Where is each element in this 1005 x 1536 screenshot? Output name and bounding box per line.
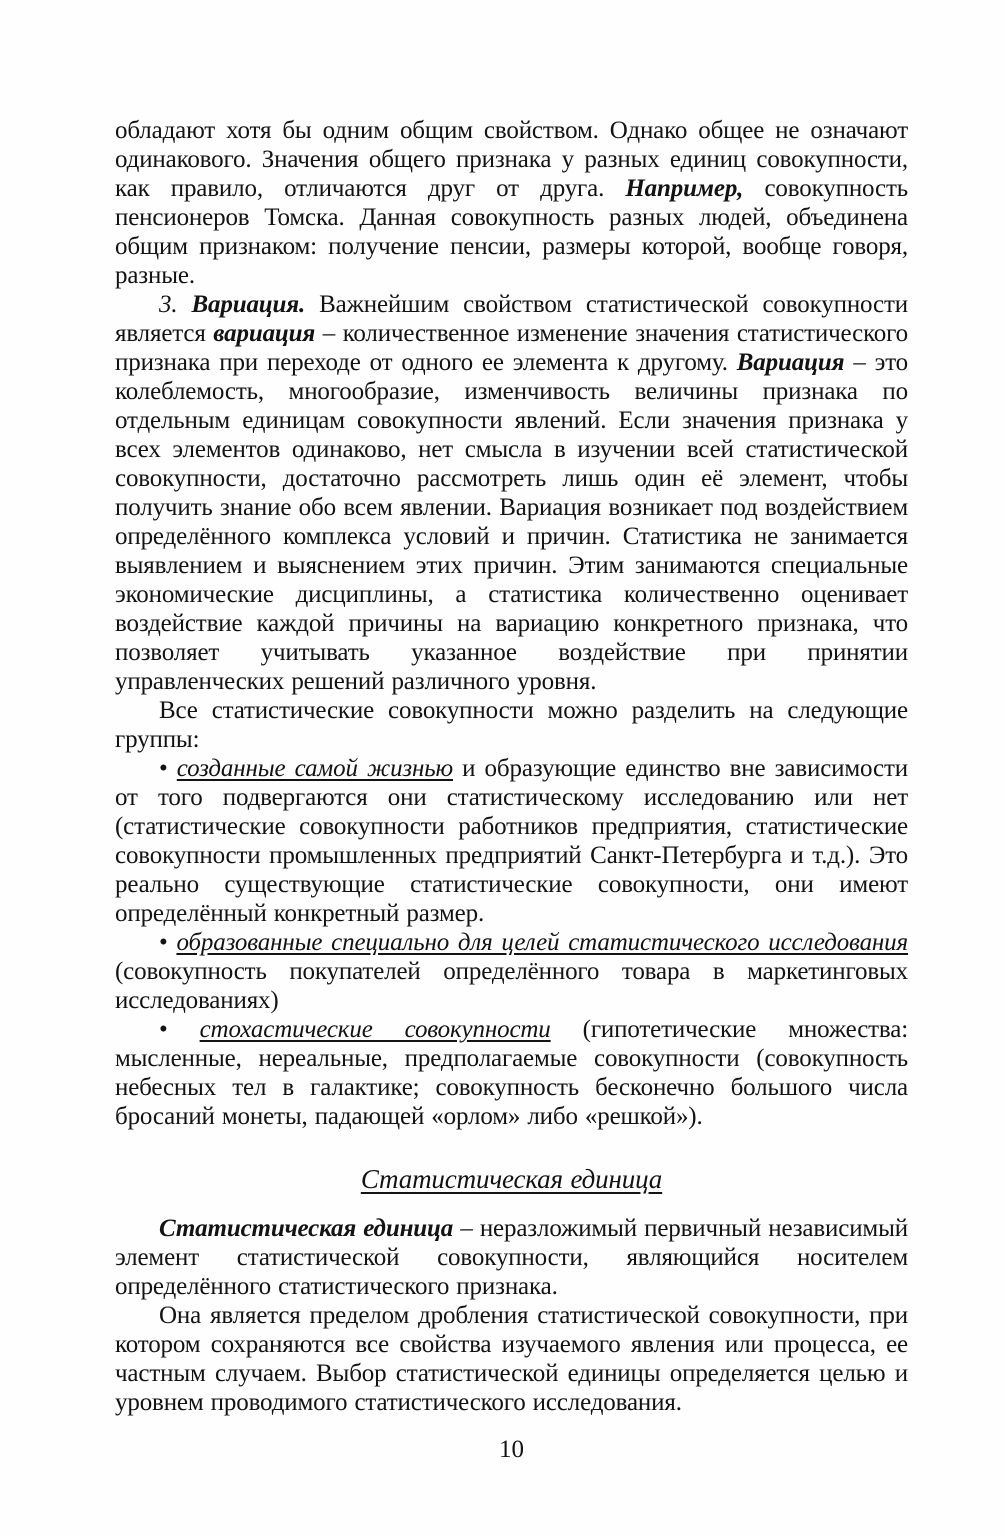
text-run: (гипотетические множества: мысленные, нереальные, предполагаемые совокупности (совокупность небесных тел в галактике; совокупность бесконечно большого числа бросаний монеты, падающей «орлом» либо «решкой»). [115, 1016, 908, 1130]
text-run: – количественное изменение значения статистического признака при переходе от одного ее элемента к другому. [115, 320, 908, 376]
list-number-run: 3. [159, 291, 192, 318]
underlined-term-run: созданные самой жизнью [176, 755, 453, 782]
emphasis-run: вариация [213, 320, 316, 347]
text-run: Важнейшим свойством статистической совокупности является [115, 291, 908, 347]
bullet-icon: • [159, 755, 168, 782]
section-heading-text: Статистическая единица [360, 1164, 663, 1194]
emphasis-run: Вариация. [191, 291, 306, 318]
text-run: Все статистические совокупности можно разделить на следующие группы: [115, 697, 908, 753]
emphasis-run: Вариация [736, 349, 845, 376]
text-run: (совокупность покупателей определённого товара в маркетинговых исследованиях) [115, 958, 908, 1014]
bullet-item-special-populations [115, 928, 908, 1015]
paragraph-variation [115, 290, 908, 696]
bullet-item-stochastic-populations [115, 1015, 908, 1131]
text-run: обладают хотя бы одним общим свойством. Однако общее не означают одинакового. Значения общего признака у разных единиц совокупности, как правило, отличаются друг от друга. [115, 117, 908, 202]
text-run: и образующие единство вне зависимости от того подвергаются они статистическому исследованию или нет (статистические совокупности работников предприятия, статистические совокупности промышленных предприятий Санкт-Петербурга и т.д.). Это реально существующие статистические совокупности, они имеют определённый конкретный размер. [115, 755, 908, 927]
underlined-term-run: стохастические совокупности [199, 1016, 551, 1043]
emphasis-run: Статистическая единица [159, 1215, 454, 1242]
bullet-item-real-populations [115, 754, 908, 928]
paragraph-stat-unit-definition [115, 1214, 908, 1301]
text-run: – это колеблемость, многообразие, изменчивость величины признака по отдельным единицам совокупности явлений. Если значения признака у всех элементов одинаково, нет смысла в изучении всей статистической совокупности, достаточно рассмотреть лишь один её элемент, чтобы получить знание обо всем явлении. Вариация возникает под воздействием определённого комплекса условий и причин. Статистика не занимается выявлением и выяснением этих причин. Этим занимаются специальные экономические дисциплины, а статистика количественно оценивает воздействие каждой причины на вариацию конкретного признака, что позволяет учитывать указанное воздействие при принятии управленческих решений различного уровня. [115, 349, 908, 695]
text-run: Она является пределом дробления статистической совокупности, при котором сохраняются все свойства изучаемого явления или процесса, ее частным случаем. Выбор статистической единицы определяется целью и уровнем проводимого статистического исследования. [115, 1302, 908, 1416]
bullet-icon: • [159, 929, 168, 956]
paragraph-groups-intro [115, 696, 908, 754]
underlined-term-run: образованные специально для целей статистического исследования [176, 929, 908, 956]
paragraph-continuation [115, 116, 908, 290]
page-number: 10 [499, 1436, 524, 1463]
text-run: совокупность пенсионеров Томска. Данная совокупность разных людей, объединена общим признаком: получение пенсии, размеры которой, вообще говоря, разные. [115, 175, 908, 289]
paragraph-stat-unit-division-limit [115, 1301, 908, 1417]
section-heading [115, 1164, 908, 1194]
emphasis-run: Например, [625, 175, 744, 202]
bullet-icon: • [159, 1016, 168, 1043]
text-run: – неразложимый первичный независимый элемент статистической совокупности, являющийся носителем определённого статистического признака. [115, 1215, 908, 1300]
